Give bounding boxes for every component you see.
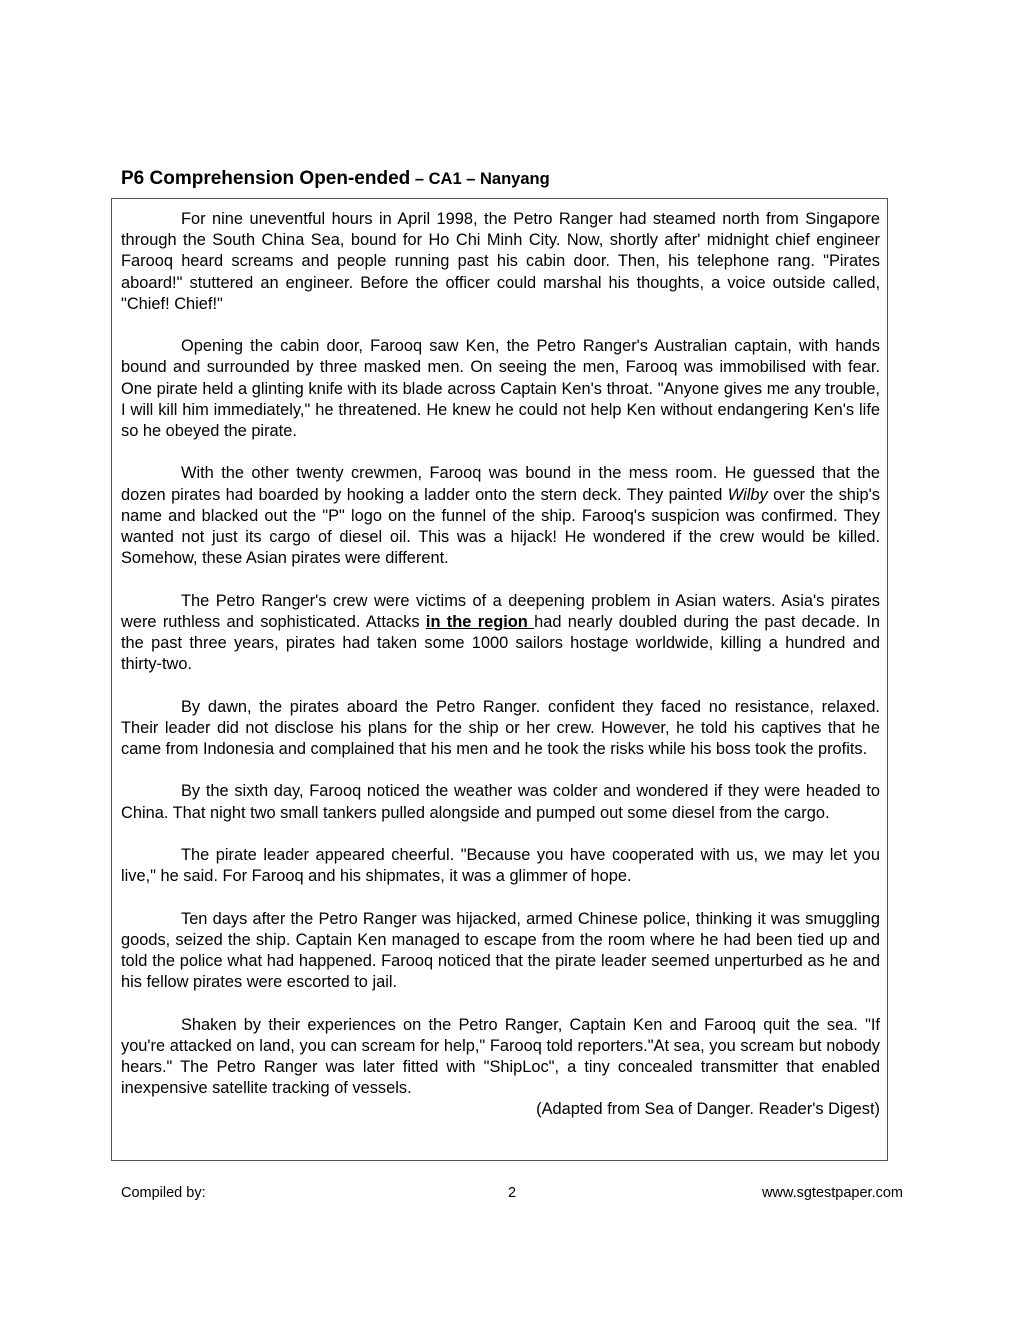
paragraph-8: Ten days after the Petro Ranger was hijacked, armed Chinese police, thinking it was smuggling goods, seized the ship. Captain Ken managed to escape from the room where he had been tied up and told the police what had happened. Farooq noticed that the pirate leader seemed unperturbed as he and his fellow pirates were escorted to jail. <box>121 909 880 992</box>
passage-box <box>111 198 888 1161</box>
paragraph-7: The pirate leader appeared cheerful. "Because you have cooperated with us, we may let you live," he said. For Farooq and his shipmates, it was a glimmer of hope. <box>121 846 880 886</box>
paragraph-4-text-b: had nearly doubled during the past decade. In the past three years, pirates had taken some 1000 sailors hostage worldwide, killing a hundred and thirty-two. <box>121 612 880 674</box>
emphasized-phrase: in the region <box>425 612 535 631</box>
paragraph-3-text-b: over the ship's name and blacked out the "P" logo on the funnel of the ship. Farooq's suspicion was confirmed. They wanted not just its cargo of diesel oil. This was a hijack! He wondered if the crew would be killed. Somehow, these Asian pirates were different. <box>121 485 880 568</box>
paragraph-3-text-a: With the other twenty crewmen, Farooq was bound in the mess room. He guessed that the dozen pirates had boarded by hooking a ladder onto the stern deck. They painted <box>121 464 880 504</box>
page-title <box>121 167 550 191</box>
passage-text <box>121 209 880 1121</box>
ship-name-italic: Wilby <box>727 485 768 504</box>
footer-website: www.sgtestpaper.com <box>761 1185 903 1201</box>
paragraph-2: Opening the cabin door, Farooq saw Ken, the Petro Ranger's Australian captain, with hands bound and surrounded by three masked men. On seeing the men, Farooq was immobilised with fear. One pirate held a glinting knife with its blade across Captain Ken's throat. "Anyone gives me any trouble, I will kill him immediately," he threatened. He knew he could not help Ken without endangering Ken's life so he obeyed the pirate. <box>121 337 880 441</box>
title-separator: – <box>461 170 480 188</box>
paragraph-4 <box>121 591 880 676</box>
paragraph-1: For nine uneventful hours in April 1998, the Petro Ranger had steamed north from Singapore through the South China Sea, bound for Ho Chi Minh City. Now, shortly after' midnight chief engineer Farooq heard screams and people running past his cabin door. Then, his telephone rang. "Pirates aboard!" stuttered an engineer. Before the officer could marshal his thoughts, a voice outside called, "Chief! Chief!" <box>121 210 880 313</box>
title-main: P6 Comprehension Open-ended <box>121 168 411 189</box>
paragraph-6: By the sixth day, Farooq noticed the weather was colder and wondered if they were headed to China. That night two small tankers pulled alongside and pumped out some diesel from the cargo. <box>121 782 880 822</box>
paragraph-3 <box>121 463 880 569</box>
title-code: CA1 <box>428 170 462 188</box>
footer-compiled-by: Compiled by: <box>121 1185 206 1201</box>
title-school: Nanyang <box>480 170 550 188</box>
paragraph-5: By dawn, the pirates aboard the Petro Ranger. confident they faced no resistance, relaxed. Their leader did not disclose his plans for the ship or her crew. However, he told his captives that he came from Indonesia and complained that his men and he took the risks while his boss took the profits. <box>121 697 880 759</box>
source-attribution: (Adapted from Sea of Danger. Reader's Digest) <box>536 1100 880 1119</box>
paragraph-4-text-a: The Petro Ranger's crew were victims of a deepening problem in Asian waters. Asia's pirates were ruthless and sophisticated. Attacks <box>121 591 880 631</box>
footer-page-number: 2 <box>508 1185 517 1201</box>
title-separator: – <box>410 170 429 188</box>
paragraph-9: Shaken by their experiences on the Petro Ranger, Captain Ken and Farooq quit the sea. "If you're attacked on land, you can scream for help," Farooq told reporters."At sea, you scream but nobody hears." The Petro Ranger was later fitted with "ShipLoc", a tiny concealed transmitter that enabled inexpensive satellite tracking of vessels. <box>121 1015 880 1098</box>
